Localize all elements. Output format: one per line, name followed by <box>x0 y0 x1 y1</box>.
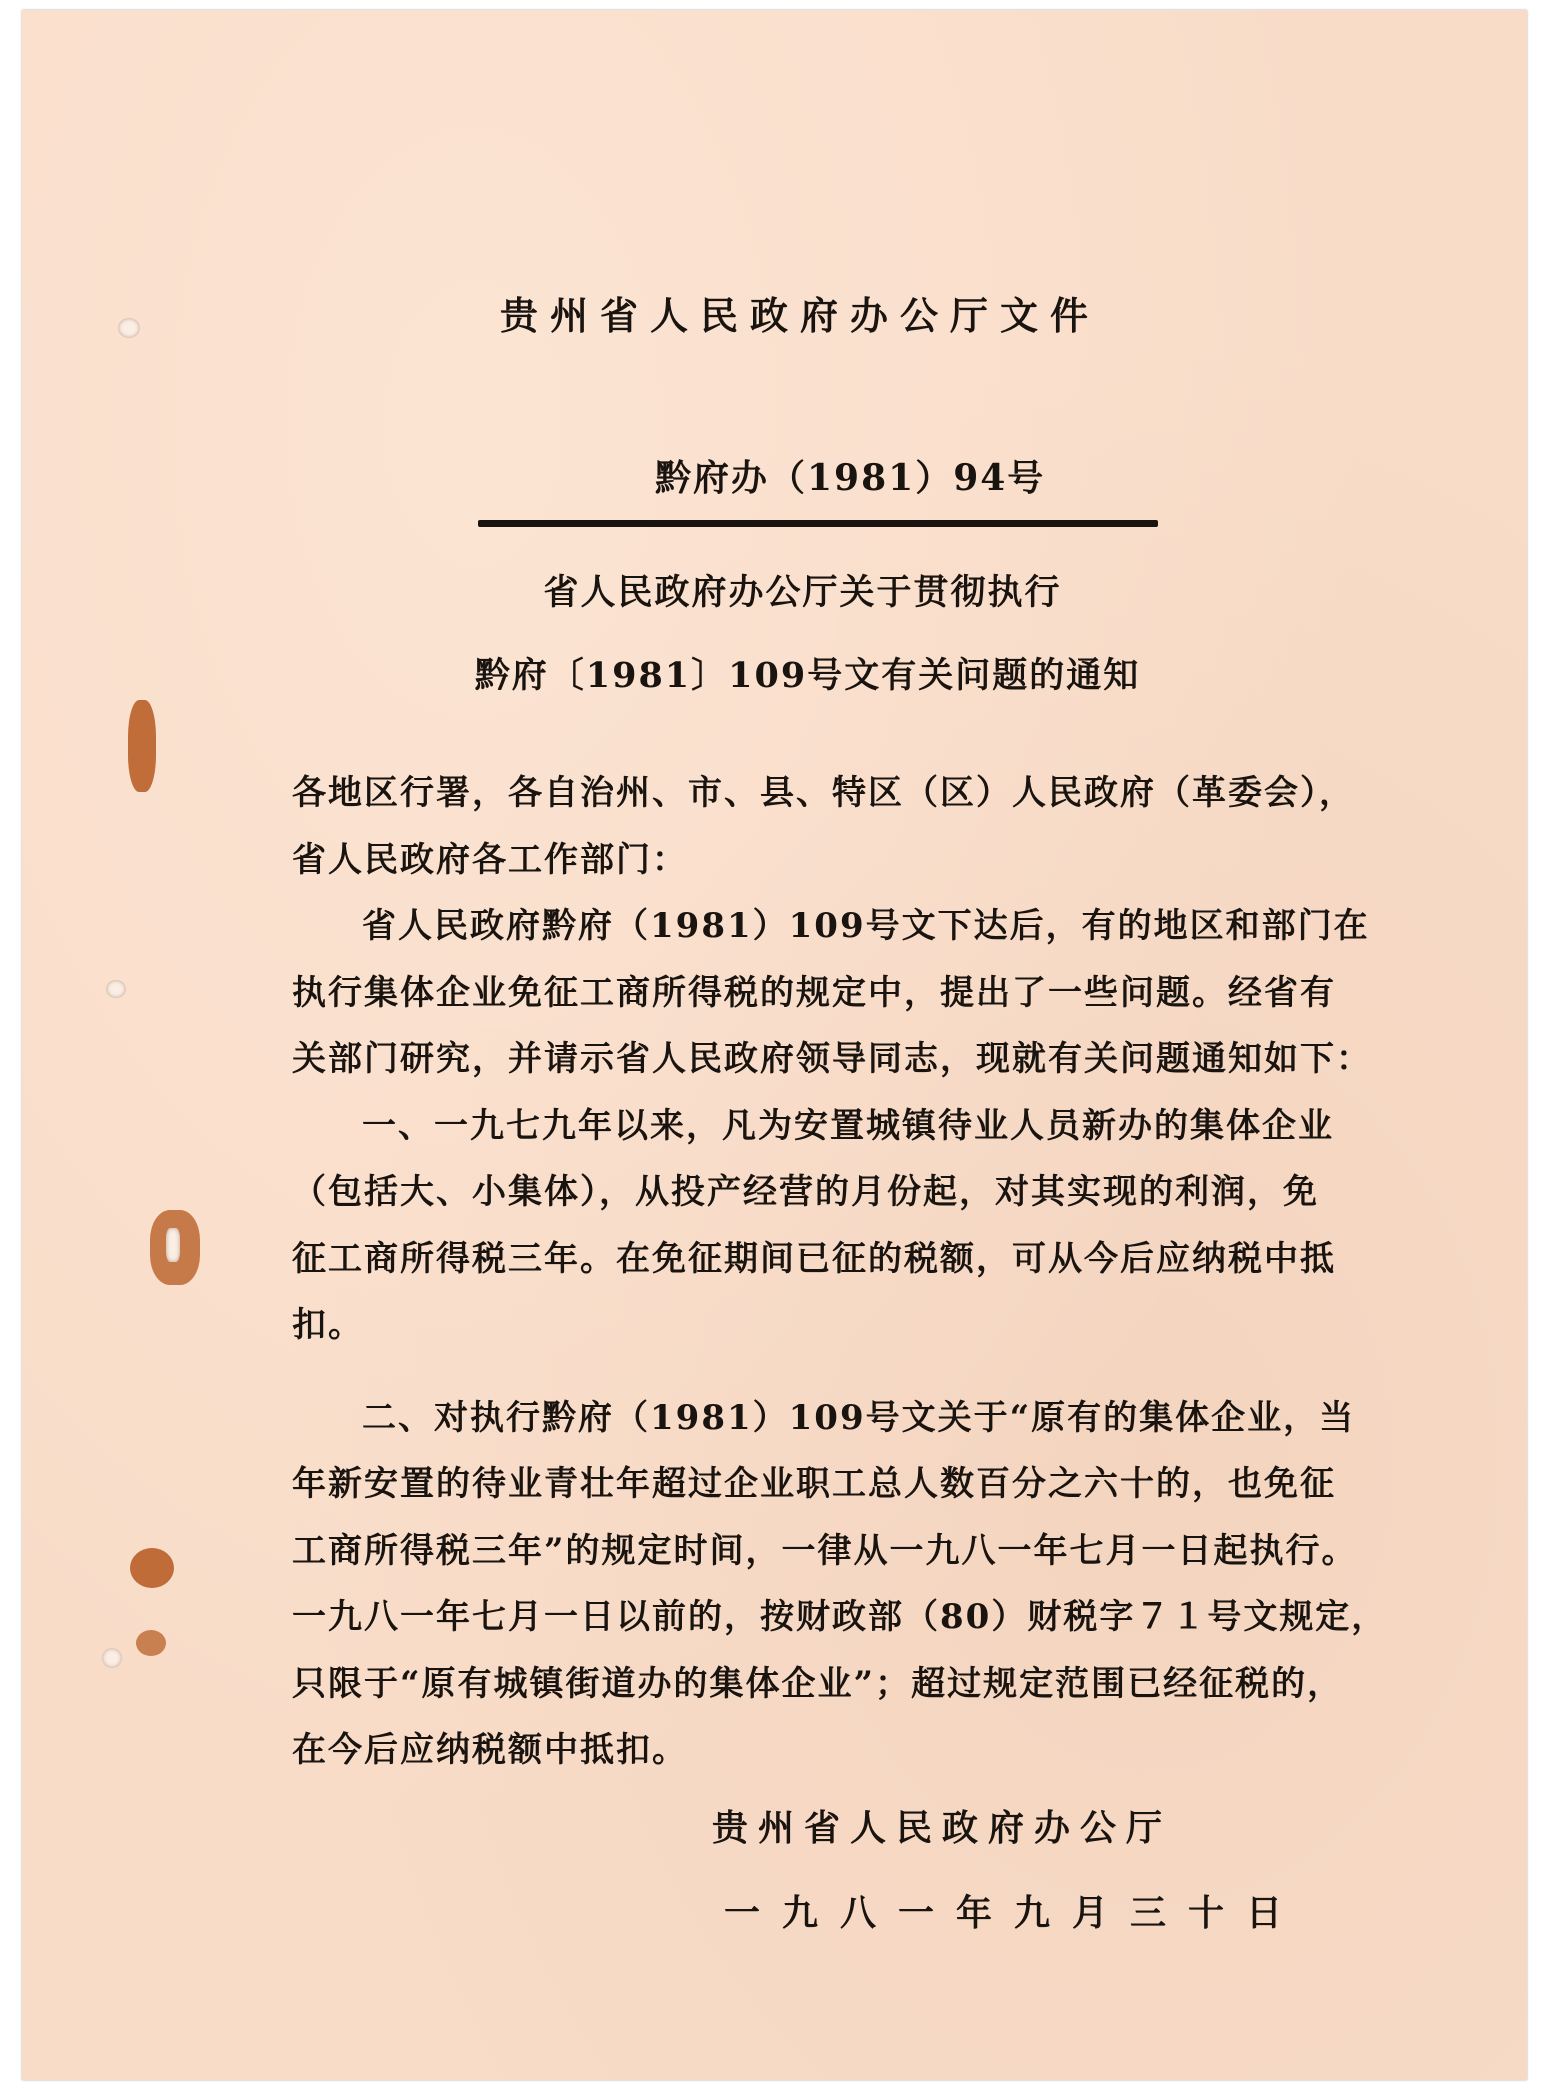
item-one-line: 征工商所得税三年。在免征期间已征的税额，可从今后应纳税中抵 <box>292 1238 1336 1279</box>
issuer-signature: 贵州省人民政府办公厅 <box>712 1807 1173 1849</box>
item-two-line: 年新安置的待业青壮年超过企业职工总人数百分之六十的，也免征 <box>292 1464 1336 1504</box>
header-divider <box>478 520 1158 527</box>
item-one-line: 扣。 <box>292 1305 364 1345</box>
item-two-line: 只限于“原有城镇街道办的集体企业”；超过规定范围已经征税的， <box>292 1663 1344 1704</box>
rust-stain-top <box>128 700 156 792</box>
punch-hole-mid <box>106 980 126 998</box>
rust-stain-bottom <box>136 1630 166 1656</box>
item-one-line: （包括大、小集体），从投产经营的月份起，对其实现的利润，免 <box>292 1172 1319 1212</box>
punch-hole-top <box>118 318 140 338</box>
staple-hole-middle <box>166 1228 180 1262</box>
item-two-line: 在今后应纳税额中抵扣。 <box>292 1730 688 1770</box>
body-line: 省人民政府黔府（1981）109号文下达后，有的地区和部门在 <box>362 906 1370 946</box>
rust-stain-lower <box>130 1548 174 1588</box>
document-header-title: 贵州省人民政府办公厅文件 <box>500 293 1101 338</box>
document-body <box>292 760 1388 1784</box>
item-one-line: 一、一九七九年以来，凡为安置城镇待业人员新办的集体企业 <box>362 1105 1334 1146</box>
document-number: 黔府办（1981）94号 <box>655 457 1046 499</box>
item-two-line: 工商所得税三年”的规定时间，一律从一九八一年七月一日起执行。 <box>292 1530 1358 1571</box>
body-line: 执行集体企业免征工商所得税的规定中，提出了一些问题。经省有 <box>292 972 1336 1013</box>
subject-line-1: 省人民政府办公厅关于贯彻执行 <box>543 572 1062 613</box>
addressee-line: 省人民政府各工作部门： <box>292 839 688 880</box>
paragraph-gap <box>292 1359 1352 1385</box>
item-two-line: 二、对执行黔府（1981）109号文关于“原有的集体企业，当 <box>362 1397 1356 1438</box>
issue-date: 一九八一年九月三十日 <box>724 1892 1305 1934</box>
punch-hole-bottom <box>102 1648 122 1668</box>
addressee-line: 各地区行署，各自治州、市、县、特区（区）人民政府（革委会）， <box>292 773 1355 813</box>
item-two-line: 一九八一年七月一日以前的，按财政部（80）财税字７１号文规定， <box>292 1597 1388 1637</box>
body-line: 关部门研究，并请示省人民政府领导同志，现就有关问题通知如下： <box>292 1039 1372 1079</box>
subject-line-2: 黔府〔1981〕109号文有关问题的通知 <box>474 655 1141 696</box>
